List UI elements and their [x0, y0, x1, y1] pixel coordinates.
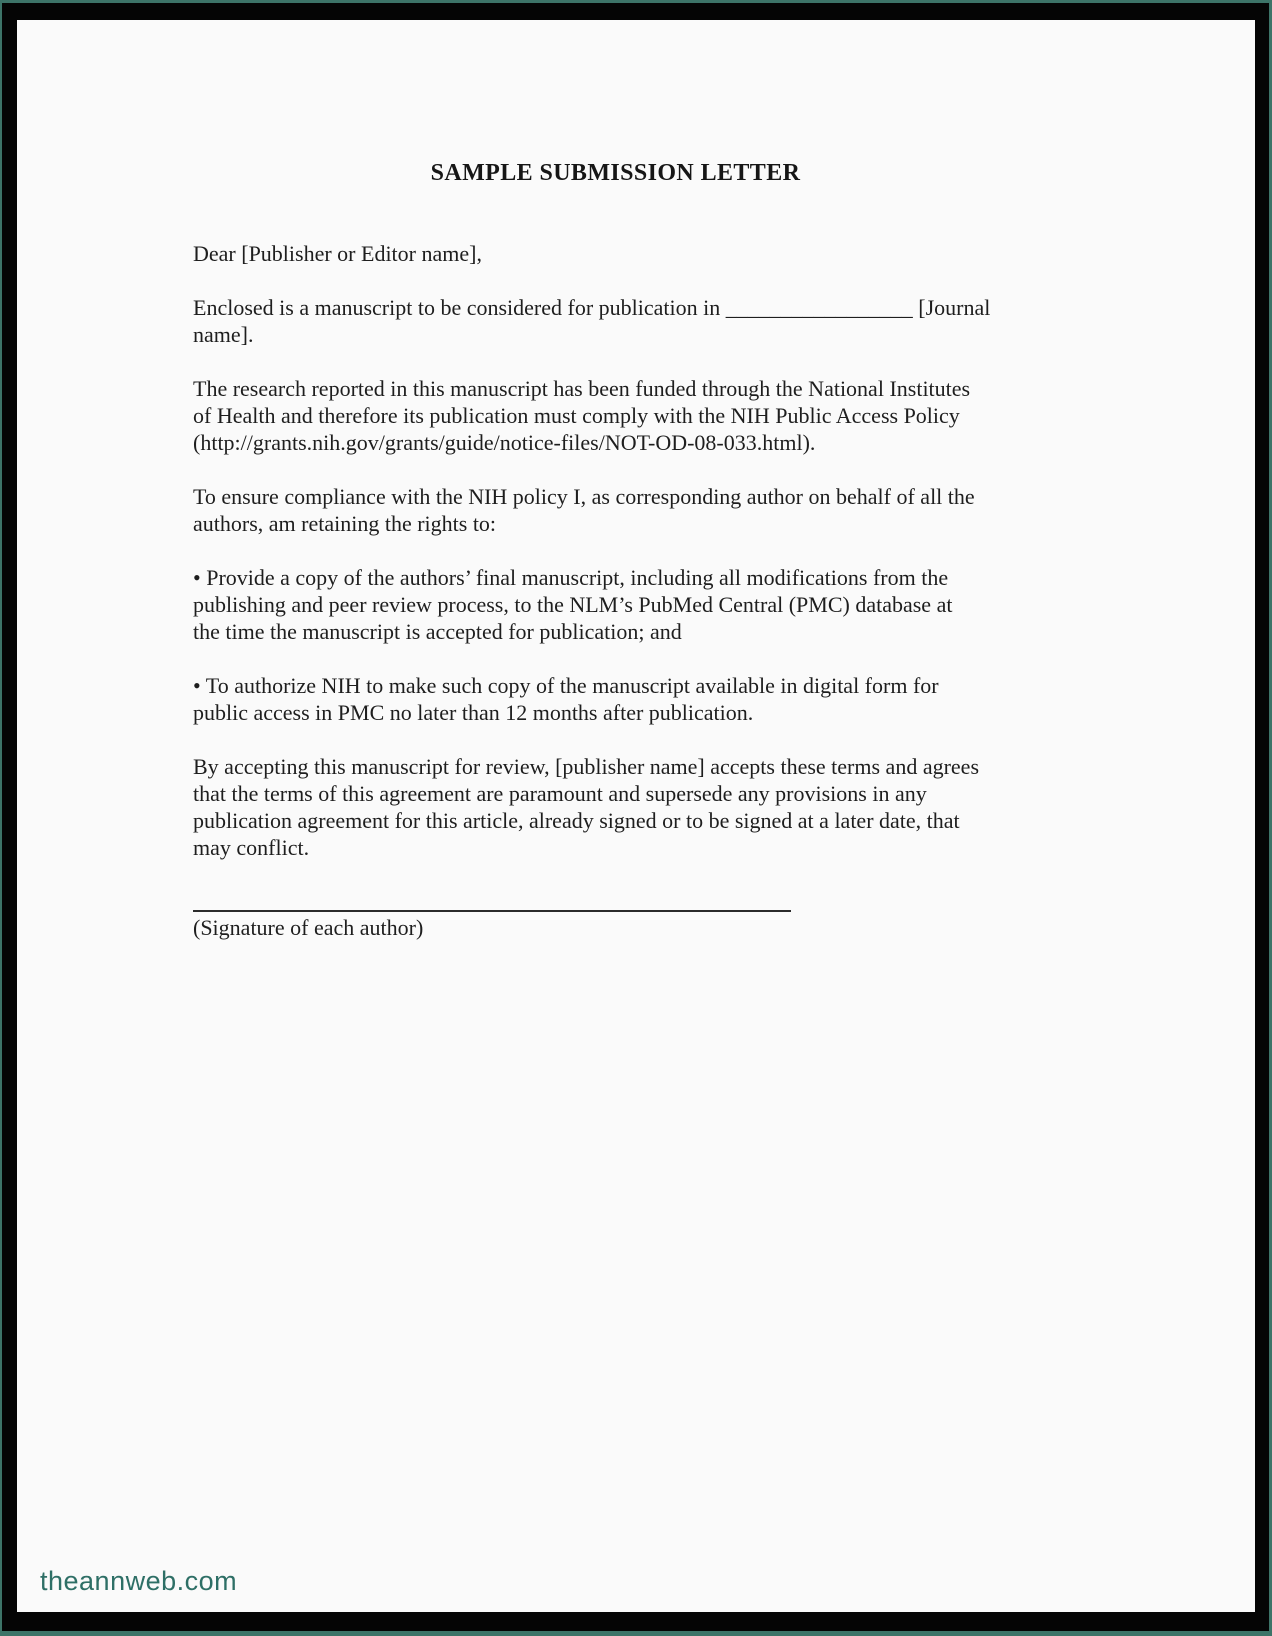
text-line: publishing and peer review process, to the NLM’s PubMed Central (PMC) database at — [193, 592, 953, 617]
text-line: that the terms of this agreement are paramount and supersede any provisions in any — [193, 781, 927, 806]
text-line: authors, am retaining the rights to: — [193, 511, 497, 536]
text-line: (http://grants.nih.gov/grants/guide/notice-files/NOT-OD-08-033.html). — [193, 430, 816, 455]
letter-page — [17, 20, 1255, 1612]
text-line: • To authorize NIH to make such copy of the manuscript available in digital form for — [193, 673, 939, 698]
text-line: (Signature of each author) — [193, 915, 424, 940]
text-line: The research reported in this manuscript has been funded through the National Institutes — [193, 376, 971, 401]
compliance-paragraph — [193, 483, 1038, 537]
nih-funding-paragraph — [193, 375, 1038, 456]
letter-content — [17, 20, 1038, 941]
text-line: To ensure compliance with the NIH policy I, as corresponding author on behalf of all the — [193, 484, 975, 509]
page-title: SAMPLE SUBMISSION LETTER — [430, 160, 801, 186]
bullet-provide-copy — [193, 564, 1038, 645]
enclosed-manuscript-paragraph — [193, 294, 1038, 348]
text-line: By accepting this manuscript for review, [publisher name] accepts these terms and agrees — [193, 754, 980, 779]
text-line: Dear [Publisher or Editor name], — [193, 241, 482, 266]
salutation-paragraph — [193, 240, 1038, 267]
text-line: name]. — [193, 322, 254, 347]
photo-frame-mat — [2, 3, 1269, 1631]
watermark-text: theannweb.com — [40, 1566, 238, 1596]
text-line: publication agreement for this article, already signed or to be signed at a later date, that — [193, 808, 960, 833]
signature-line — [193, 888, 791, 912]
bullet-authorize-nih — [193, 672, 1038, 726]
signature-caption — [193, 914, 1038, 941]
text-line: may conflict. — [193, 835, 310, 860]
signature-block — [193, 888, 1038, 941]
text-line: Enclosed is a manuscript to be considered for publication in _________________ [Journal — [193, 295, 991, 320]
text-line: of Health and therefore its publication must comply with the NIH Public Access Policy — [193, 403, 960, 428]
text-line: the time the manuscript is accepted for publication; and — [193, 619, 682, 644]
acceptance-terms-paragraph — [193, 753, 1038, 861]
text-line: public access in PMC no later than 12 months after publication. — [193, 700, 754, 725]
text-line: • Provide a copy of the authors’ final manuscript, including all modifications from the — [193, 565, 949, 590]
